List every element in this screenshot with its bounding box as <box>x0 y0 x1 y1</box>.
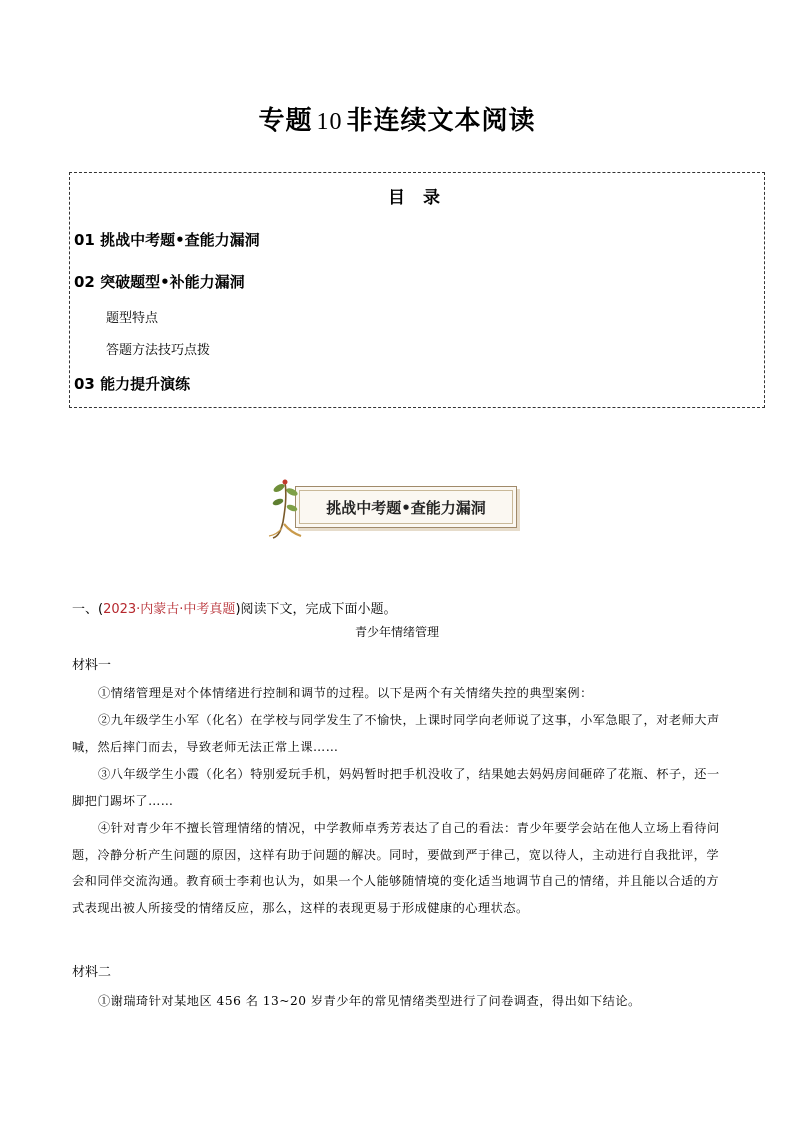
toc-subitem-features[interactable]: 题型特点 <box>106 311 159 326</box>
material-1-label: 材料一 <box>72 658 112 673</box>
material-1-paragraph: ①情绪管理是对个体情绪进行控制和调节的过程。以下是两个有关情绪失控的典型案例： <box>98 686 593 700</box>
material-2-label: 材料二 <box>72 965 112 980</box>
toc-item-03[interactable]: 03 能力提升演练 <box>74 375 191 393</box>
material-1-paragraph: ②九年级学生小军（化名）在学校与同学发生了不愉快，上课时同学向老师说了这事，小军急眼了，对老师大声喊，然后摔门而去，导致老师无法正常上课…… <box>72 713 720 754</box>
banner-frame <box>295 486 517 528</box>
title-number: 10 <box>316 109 343 135</box>
herb-plant-icon <box>265 478 315 540</box>
toc-item-02[interactable]: 02 突破题型•补能力漏洞 <box>74 273 245 291</box>
toc-subitem-methods[interactable]: 答题方法技巧点拨 <box>106 343 211 358</box>
toc-item-01[interactable]: 01 挑战中考题•查能力漏洞 <box>74 231 260 249</box>
page-title <box>0 100 794 137</box>
table-of-contents <box>69 172 765 408</box>
material-2-paragraph: ①谢瑞琦针对某地区 456 名 13~20 岁青少年的常见情绪类型进行了问卷调查，得出如下结论。 <box>98 994 641 1008</box>
article-title: 青少年情绪管理 <box>354 625 439 639</box>
section-banner <box>265 478 527 540</box>
banner-label: 挑战中考题•查能力漏洞 <box>326 498 486 517</box>
title-suffix: 非连续文本阅读 <box>346 106 536 136</box>
material-1-paragraph: ③八年级学生小霞（化名）特别爱玩手机，妈妈暂时把手机没收了，结果她去妈妈房间砸碎了花瓶、杯子，还一脚把门踢坏了…… <box>72 767 720 808</box>
toc-heading: 目 录 <box>388 188 446 208</box>
material-1-paragraph: ④针对青少年不擅长管理情绪的情况，中学教师卓秀芳表达了自己的看法：青少年要学会站在他人立场上看待问题，冷静分析产生问题的原因，这样有助于问题的解决。同时，要做到严于律己，宽以待人，主动进行自我批评，学会和同伴交流沟通。教育硕士李莉也认为，如果一个人能够随情境的变化适当地调节自己的情绪，并且能以合适的方式表现出被人所接受的情绪反应，那么，这样的表现更易于形成健康的心理状态。 <box>72 821 720 915</box>
question-source: 2023·内蒙古·中考真题 <box>103 602 236 617</box>
title-prefix: 专题 <box>258 106 313 136</box>
question-intro: 一、(2023·内蒙古·中考真题)阅读下文，完成下面小题。 <box>72 602 397 617</box>
